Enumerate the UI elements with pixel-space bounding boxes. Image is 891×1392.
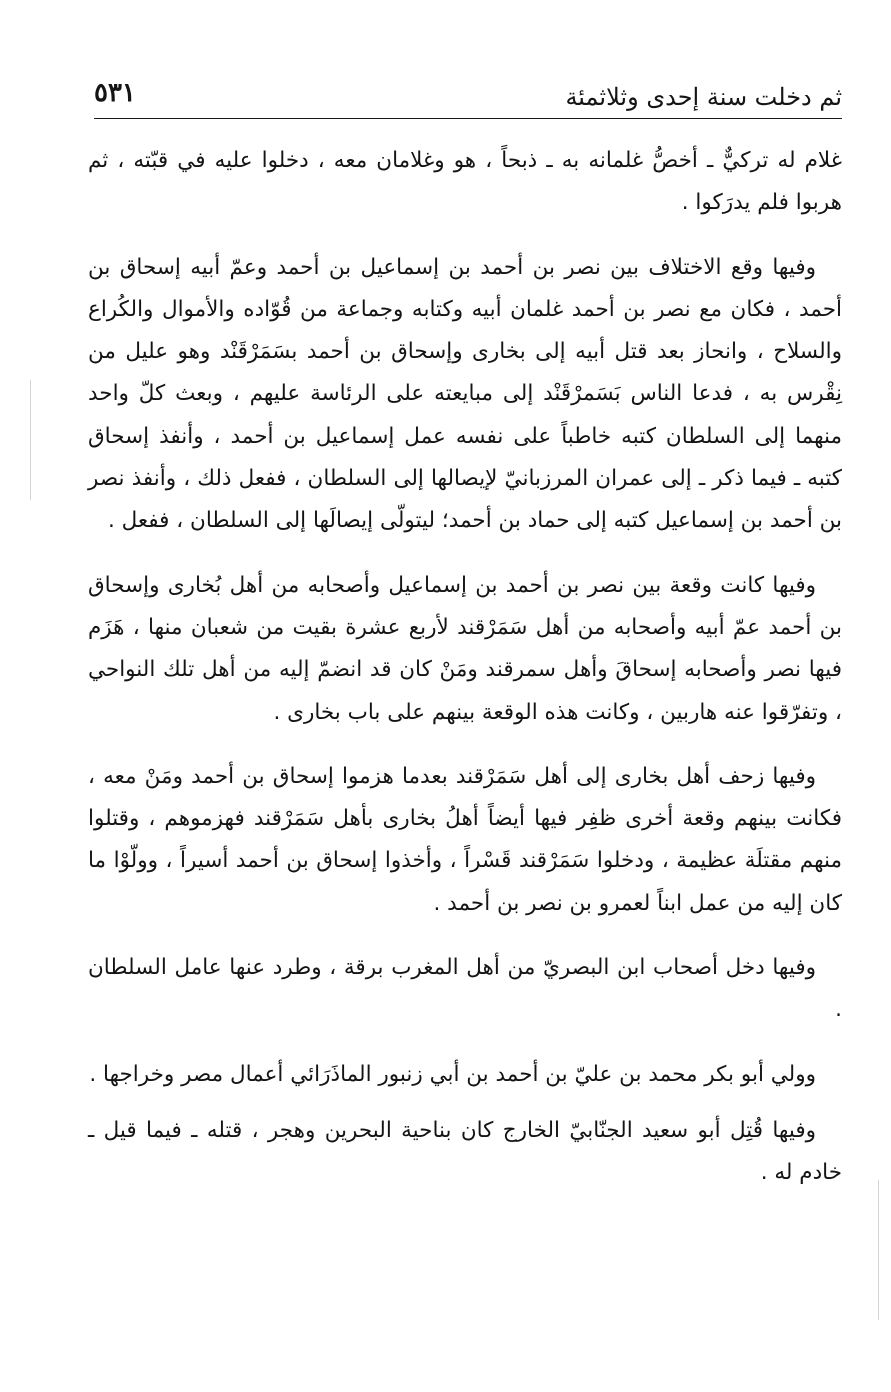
- paragraph-7: وفيها قُتِل أبو سعيد الجنّابيّ الخارج كان بناحية البحرين وهجر ، قتله ـ فيما قيل ـ خادم له .: [88, 1117, 842, 1186]
- paragraph-2: وفيها وقع الاختلاف بين نصر بن أحمد بن إسماعيل بن أحمد وعمّ أبيه إسحاق بن أحمد ، فكان مع نصر بن أحمد غلمان أبيه وكتابه وجماعة من قُوّاده والأموال والكُراع والسلاح ، وانحاز بعد قتل أبيه إلى بخارى وإسحاق بن أحمد بسَمَرْقَنْد وهو عليل من نِقْرس به ، فدعا الناس بَسَمرْقَنْد إلى مبايعته على الرئاسة عليهم ، وبعث كلّ واحد منهما إلى السلطان كتبه خاطباً على نفسه عمل إسماعيل بن أحمد ، وأنفذ إسحاق كتبه ـ فيما ذكر ـ إلى عمران المرزبانيّ لإيصالها إلى السلطان ، ففعل ذلك ، وأنفذ نصر بن أحمد بن إسماعيل كتبه إلى حماد بن أحمد؛ ليتولّى إيصالَها إلى السلطان ، ففعل .: [88, 254, 842, 534]
- paragraph-3: وفيها كانت وقعة بين نصر بن أحمد بن إسماعيل وأصحابه من أهل بُخارى وإسحاق بن أحمد عمّ أبيه وأصحابه من أهل سَمَرْقند لأربع عشرة بقيت من شعبان منها ، هَزَم فيها نصر وأصحابه إسحاقَ وأهل سمرقند ومَنْ كان قد انضمّ إليه من أهل تلك النواحي ، وتفرّقوا عنه هاربين ، وكانت هذه الوقعة بينهم على باب بخارى .: [88, 572, 842, 725]
- paragraph-5: وفيها دخل أصحاب ابن البصريّ من أهل المغرب برقة ، وطرد عنها عامل السلطان .: [88, 955, 842, 1023]
- page-number: ٥٣١: [94, 78, 136, 108]
- paragraph-6: وولي أبو بكر محمد بن عليّ بن أحمد بن أبي زنبور الماذَرَائي أعمال مصر وخراجها .: [89, 1061, 816, 1087]
- body-text: [88, 140, 842, 1217]
- running-title: ثم دخلت سنة إحدى وثلاثمئة: [565, 83, 842, 111]
- page-header: [94, 78, 842, 119]
- paragraph-1: غلام له تركيٌّ ـ أخصُّ غلمانه به ـ ذبحاً ، هو وغلامان معه ، دخلوا عليه في قبّته ، ثم هربوا فلم يدرَكوا .: [88, 148, 842, 216]
- right-margin-line: [878, 1180, 879, 1320]
- left-margin-line: [30, 380, 31, 500]
- paragraph-4: وفيها زحف أهل بخارى إلى أهل سَمَرْقند بعدما هزموا إسحاق بن أحمد ومَنْ معه ، فكانت بينهم وقعة أخرى ظفِر فيها أيضاً أهلُ بخارى بأهل سَمَرْقند فهزموهم ، وقتلوا منهم مقتلَة عظيمة ، ودخلوا سَمَرْقند قَسْراً ، وأخذوا إسحاق بن أحمد أسيراً ، وولّوْا ما كان إليه من عمل ابناً لعمرو بن نصر بن أحمد .: [88, 763, 842, 916]
